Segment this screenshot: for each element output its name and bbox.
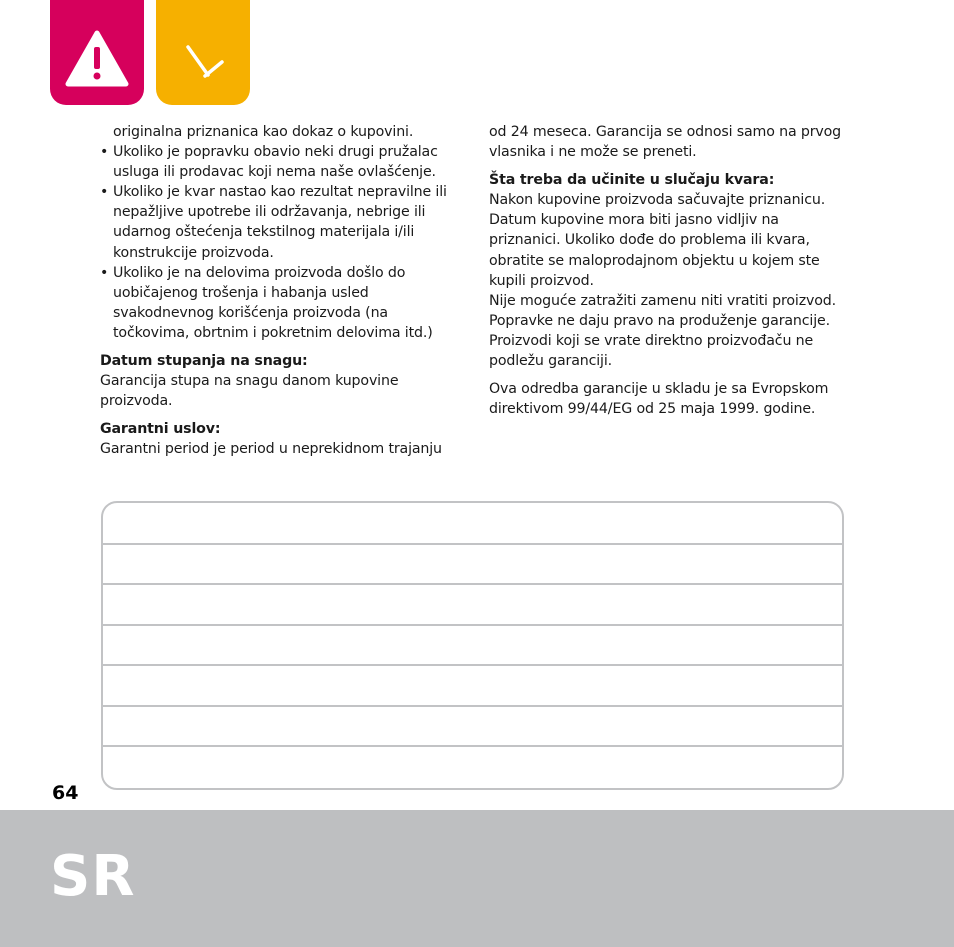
defect-text: priznanici. Ukoliko dođe do problema ili kvara, [489,232,810,249]
form-line [103,543,842,545]
bullet-line: udarnog oštećenja tekstilnog materijala i/ili [113,224,415,241]
defect-text: Proizvodi koji se vrate direktno proizvođaču ne [489,332,814,349]
defect-text: obratite se maloprodajnom objektu u kojem ste [489,252,820,269]
bullet-line: Ukoliko je kvar nastao kao rezultat nepravilne ili [113,184,447,201]
form-line [103,705,842,707]
defect-text: Nije moguće zatražiti zamenu niti vratiti proizvod. [489,292,837,309]
bullet-line: točkovima, obrtnim i pokretnim delovima itd.) [113,324,433,341]
bullet-line: uobičajenog trošenja i habanja usled [113,284,369,301]
defect-text: Popravke ne daju pravo na produženje garancije. [489,312,830,329]
right-column [489,122,849,419]
bullet-dot: • [100,264,109,281]
bullet-line: usluga ili prodavac koji nema naše ovlašćenje. [113,164,436,181]
bullet-line: konstrukcije proizvoda. [113,244,274,261]
tool-tab [156,0,250,105]
defect-heading: Šta treba da učinite u slučaju kvara: [489,172,775,189]
form-line [103,664,842,666]
bullet-item [100,142,450,182]
bullet-line: nepažljive upotrebe ili održavanja, nebrige ili [113,204,426,221]
bullet-line: Ukoliko je na delovima proizvoda došlo do [113,264,406,281]
bullet-item [100,263,450,343]
bullet-line: svakodnevnog korišćenja proizvoda (na [113,304,388,321]
effective-date-text: Garancija stupa na snagu danom kupovine [100,373,399,390]
defect-text: Datum kupovine mora biti jasno vidljiv na [489,212,779,229]
defect-text: podležu garanciji. [489,353,612,370]
continuation-text: vlasnika i ne može se preneti. [489,144,697,161]
page-number: 64 [52,782,79,804]
closing-text: direktivom 99/44/EG od 25 maja 1999. godine. [489,401,816,418]
warranty-condition-text: Garantni period je period u neprekidnom trajanju [100,441,442,458]
continuation-text: od 24 meseca. Garancija se odnosi samo na prvog [489,124,842,140]
tool-icon [156,0,250,105]
form-line [103,624,842,626]
bullet-dot: • [100,144,109,161]
effective-date-text: proizvoda. [100,393,173,410]
warranty-condition-heading: Garantni uslov: [100,421,221,438]
language-code: SR [50,844,136,909]
effective-date-heading: Datum stupanja na snagu: [100,353,308,370]
left-column [100,122,450,460]
defect-text: Nakon kupovine proizvoda sačuvajte priznanicu. [489,192,826,209]
warning-tab [50,0,144,105]
footer-band [0,810,954,947]
closing-text: Ova odredba garancije u skladu je sa Evropskom [489,381,829,398]
bullet-dot: • [100,184,109,201]
form-line [103,583,842,585]
defect-text: kupili proizvod. [489,272,594,289]
bullet-item [100,182,450,262]
warning-triangle-icon [50,0,144,105]
bullet-line: Ukoliko je popravku obavio neki drugi pružalac [113,144,438,161]
continuation-text: originalna priznanica kao dokaz o kupovini. [113,124,414,140]
form-line [103,745,842,747]
warranty-form-box [101,501,844,790]
